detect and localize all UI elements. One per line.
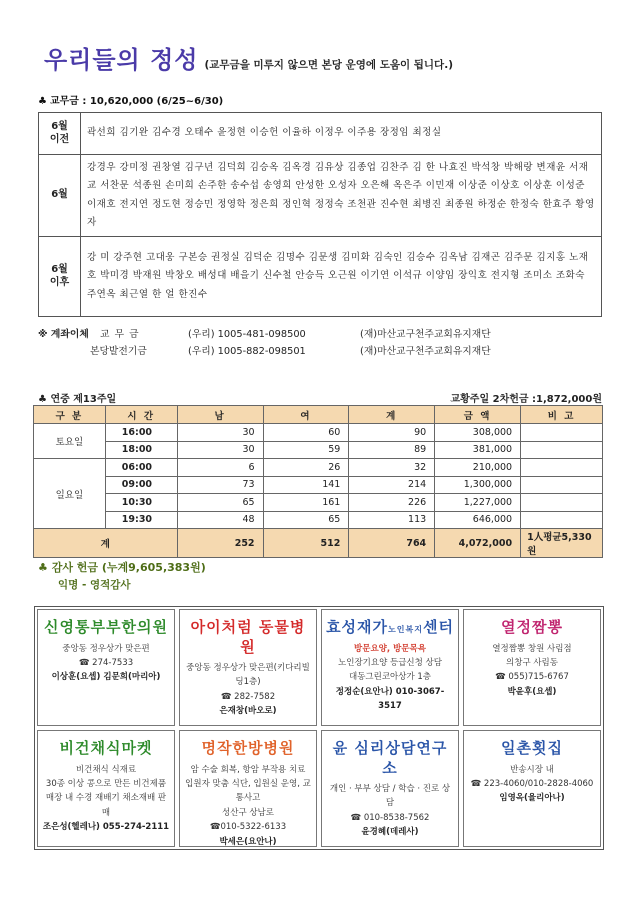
page-subtitle: (교무금을 미루지 않으면 본당 운영에 도움이 됩니다.) (204, 59, 453, 71)
attendance-heading: ♣ 연중 제13주일 교황주일 2차헌금 :1,872,000원 (38, 390, 602, 405)
page-header (44, 40, 453, 75)
table-header: 구 분 시 간 남 여 계 금 액 비 고 (34, 406, 603, 424)
anonymous-thanks: 익명 - 영적감사 (58, 579, 131, 591)
table-row: 19:30 48 65 113 646,000 (34, 511, 603, 529)
table-row (39, 155, 602, 237)
ad-card: 효성재가노인복지센터 방문요양, 방문목욕 노인장기요양 등급신청 상담 대동그린코아상가 1층 정정순(요안나) 010-3067-3517 (321, 609, 459, 726)
dues-heading: ♣ 교무금 : 10,620,000 (6/25~6/30) (38, 96, 224, 107)
club-icon: ♣ (38, 394, 51, 405)
ad-card: 아이처럼 동물병원 중앙동 정우상가 맞은편(키다리빌딩1층) ☎ 282-7582 은재창(바오로) (179, 609, 317, 726)
ad-card: 윤 심리상담연구소 개인 · 부부 상담 / 학습 · 진로 상담 ☎ 010-8538-7562 윤경혜(데레사) (321, 730, 459, 847)
table-row: 18:00 30 59 89 381,000 (34, 441, 603, 459)
bank-accounts (38, 326, 491, 360)
ad-card: 열정짬뽕 열정짬뽕 창원 사림점 의창구 사림동 ☎ 055)715-6767 박윤후(요셉) (463, 609, 601, 726)
account-row: ※ 계좌이체 교 무 금 (우리) 1005-481-098500 (재)마산교구천주교회유지재단 (38, 326, 491, 343)
thanks-heading: ♣ 감사 헌금 (누계9,605,383원) (38, 561, 206, 574)
accounts-label: ※ 계좌이체 (38, 329, 89, 340)
club-icon: ♣ (38, 96, 47, 107)
ad-card: 비건채식마켓 비건채식 식재료 30종 이상 콩으로 만든 비건제품 매장 내 수경 재배기 채소재배 판매 조은성(헬레나) 055-274-2111 (37, 730, 175, 847)
page-title: 우리들의 정성 (44, 46, 199, 74)
names-list: 강경우 강미정 권창열 김구년 김덕희 김승옥 김옥경 김유상 김종업 김찬주 김 한 나효진 박석창 박해랑 변재윤 서재교 서찬문 석종원 손미희 손주한 송수섭 송영희 안성한 오성자 오은해 옥은주 이민재 이상준 이상호 이상훈 이성준 이재호 전지연 정도현 정승민 정영학 정은희 정인혁 정정숙 조천관 진수현 최병진 최종원 하정순 한정숙 한효주 황영자 (81, 155, 602, 237)
account-row: 본당발전기금 (우리) 1005-882-098501 (재)마산교구천주교회유지재단 (90, 346, 491, 357)
table-row: 10:30 65 161 226 1,227,000 (34, 494, 603, 512)
names-list: 강 미 강주현 고대웅 구본승 권정실 김덕순 김명수 김문생 김미화 김숙인 김승수 김옥남 김재곤 김주문 김지홍 노재호 박미경 박재원 박창오 배성대 배을기 신수철 안승득 오근원 이기연 이석규 이양임 장익호 전지형 조미소 조화숙 주연옥 최근열 한 얼 한진수 (81, 237, 602, 317)
month-label: 6월 (39, 155, 81, 237)
table-row (39, 237, 602, 317)
total-row: 계 252 512 764 4,072,000 1人평균5,330원 (34, 529, 603, 558)
sponsor-ads (34, 606, 604, 850)
table-row: 09:00 73 141 214 1,300,000 (34, 476, 603, 494)
names-list: 곽선희 김기완 김수경 오태수 윤정현 이승헌 이율하 이정우 이주용 장정임 최정실 (81, 113, 602, 155)
ad-card: 일촌횟집 반송시장 내 ☎ 223-4060/010-2828-4060 임영옥(율리아나) (463, 730, 601, 847)
ad-card: 신영통부부한의원 중앙동 정우상가 맞은편 ☎ 274-7533 이상훈(요셉) 김문희(마리아) (37, 609, 175, 726)
table-row (39, 113, 602, 155)
ad-card: 명작한방병원 암 수술 회복, 항암 부작용 치료 입원자 맞춤 식단, 입원실 운영, 교통사고 성산구 상남로 ☎010-5322-6133 박세은(요안나) (179, 730, 317, 847)
second-collection: 교황주일 2차헌금 :1,872,000원 (450, 394, 602, 405)
attendance-table (33, 405, 603, 558)
dues-table (38, 112, 602, 317)
table-row: 토요일 16:00 30 60 90 308,000 (34, 424, 603, 442)
club-icon: ♣ (38, 561, 52, 574)
month-label: 6월 이전 (39, 113, 81, 155)
table-row: 일요일 06:00 6 26 32 210,000 (34, 459, 603, 477)
month-label: 6월 이후 (39, 237, 81, 317)
